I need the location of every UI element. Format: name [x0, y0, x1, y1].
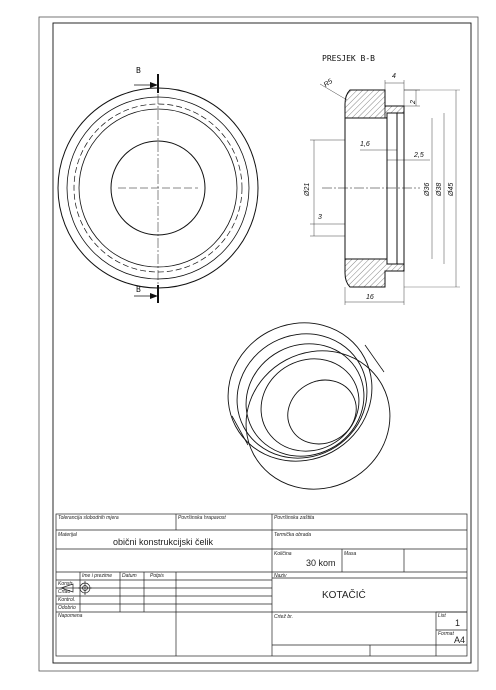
format-label: Format — [438, 631, 454, 637]
dim-2-5: 2,5 — [414, 152, 424, 159]
section-hatch-bottom — [345, 259, 404, 287]
cut-label-top: B — [136, 66, 141, 75]
tolerance-label: Tolerancija slobodnih mjera — [58, 515, 119, 521]
heat-treatment-label: Termička obrada — [274, 532, 312, 538]
cut-arrow-bottom — [150, 293, 158, 299]
mass-label: Masa — [344, 551, 357, 557]
col-name: Ime i prezime — [82, 573, 113, 579]
material-label: Materijal — [58, 532, 77, 538]
quantity-value: 30 kom — [306, 558, 336, 568]
cut-arrow-top — [150, 82, 158, 88]
material-value: obični konstrukcijski čelik — [113, 537, 214, 547]
dim-4: 4 — [392, 73, 396, 80]
sheet-label: List — [438, 613, 446, 619]
dim-d38: Ø38 — [436, 182, 443, 196]
surface-roughness-label: Površinska hrapavost — [178, 515, 226, 521]
title-block — [56, 514, 467, 656]
dim-r5: R5 — [322, 78, 335, 89]
quantity-label: Količina — [274, 551, 292, 557]
dim-1-6: 1,6 — [360, 141, 370, 148]
front-view — [58, 74, 258, 303]
iso-outer-bottom — [222, 326, 415, 515]
drawing-no-label: Crtež br. — [274, 614, 293, 620]
dim-d36: Ø36 — [424, 182, 431, 196]
row-approved: Odobrio — [58, 605, 76, 611]
dim-2: 2 — [410, 100, 417, 104]
dim-3: 3 — [318, 214, 322, 221]
surface-protection-label: Površinska zaštita — [274, 515, 315, 521]
col-date: Datum — [122, 573, 137, 579]
name-value: KOTAČIĆ — [322, 590, 366, 601]
note-label: Napomena — [58, 613, 83, 619]
dim-d21: Ø21 — [304, 182, 311, 196]
cut-label-bottom: B — [136, 285, 141, 294]
row-drawn: Crtao — [58, 589, 71, 595]
iso-rim-2 — [226, 323, 384, 476]
dim-16: 16 — [366, 294, 374, 301]
name-label: Naziv — [274, 573, 287, 579]
section-hatch-top — [345, 90, 404, 118]
row-checked: Kontrol. — [58, 597, 76, 603]
sheet-value: 1 — [455, 618, 461, 628]
col-signature: Potpis — [150, 573, 164, 579]
row-constructed: Konstr. — [58, 581, 74, 587]
inner-frame — [53, 23, 471, 663]
isometric-view — [204, 298, 415, 515]
dim-d45: Ø45 — [448, 182, 455, 196]
section-title: PRESJEK B-B — [322, 54, 375, 63]
format-value: A4 — [454, 635, 466, 645]
iso-rim-1 — [215, 311, 389, 481]
